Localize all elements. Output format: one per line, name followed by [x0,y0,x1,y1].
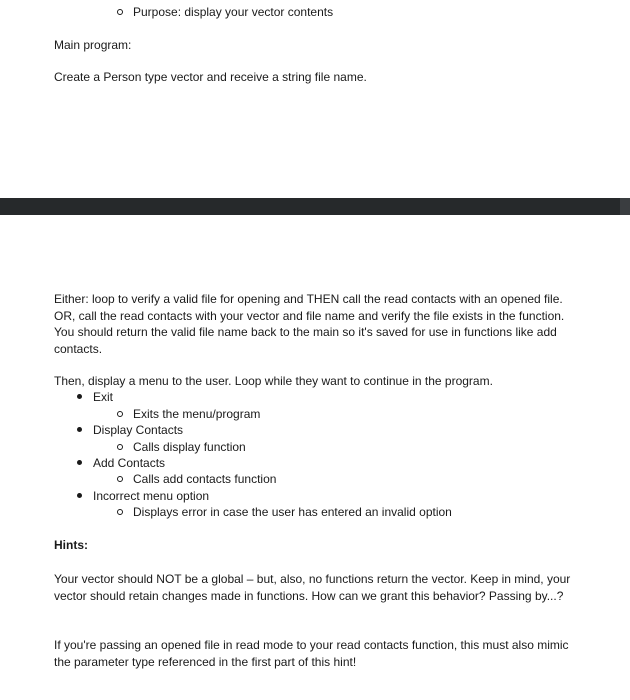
menu-item-incorrect-option-detail: Displays error in case the user has entered an invalid option [133,505,452,519]
menu-item-exit: Exit [93,390,114,404]
purpose-list-item: Purpose: display your vector contents [133,5,334,19]
page-divider [0,198,630,215]
menu-intro: Then, display a menu to the user. Loop while they want to continue in the program. [54,374,493,388]
menu-item-add-contacts-detail: Calls add contacts function [133,472,277,486]
menu-item-incorrect-option: Incorrect menu option [93,489,210,503]
either-paragraph: Either: loop to verify a valid file for opening and THEN call the read contacts with an opened file. OR, call the read contacts with your vector and file name and verify the file exists in the function. You should return the valid file name back to the main so it's saved for use in functions like add contacts. [54,292,565,356]
main-program-text: Create a Person type vector and receive a string file name. [54,70,367,84]
page-divider-edge [620,198,630,215]
menu-item-display-contacts: Display Contacts [93,423,184,437]
hints-heading: Hints: [54,538,88,552]
main-program-heading: Main program: [54,38,132,52]
hint-paragraph-2: If you're passing an opened file in read mode to your read contacts function, this must also mimic the parameter type referenced in the first part of this hint! [54,638,569,669]
menu-item-display-contacts-detail: Calls display function [133,440,246,454]
hint-paragraph-1: Your vector should NOT be a global – but, also, no functions return the vector. Keep in mind, your vector should retain changes made in functions. How can we grant this behavior? Passing by...? [54,572,571,603]
menu-item-exit-detail: Exits the menu/program [133,407,261,421]
menu-item-add-contacts: Add Contacts [93,456,166,470]
